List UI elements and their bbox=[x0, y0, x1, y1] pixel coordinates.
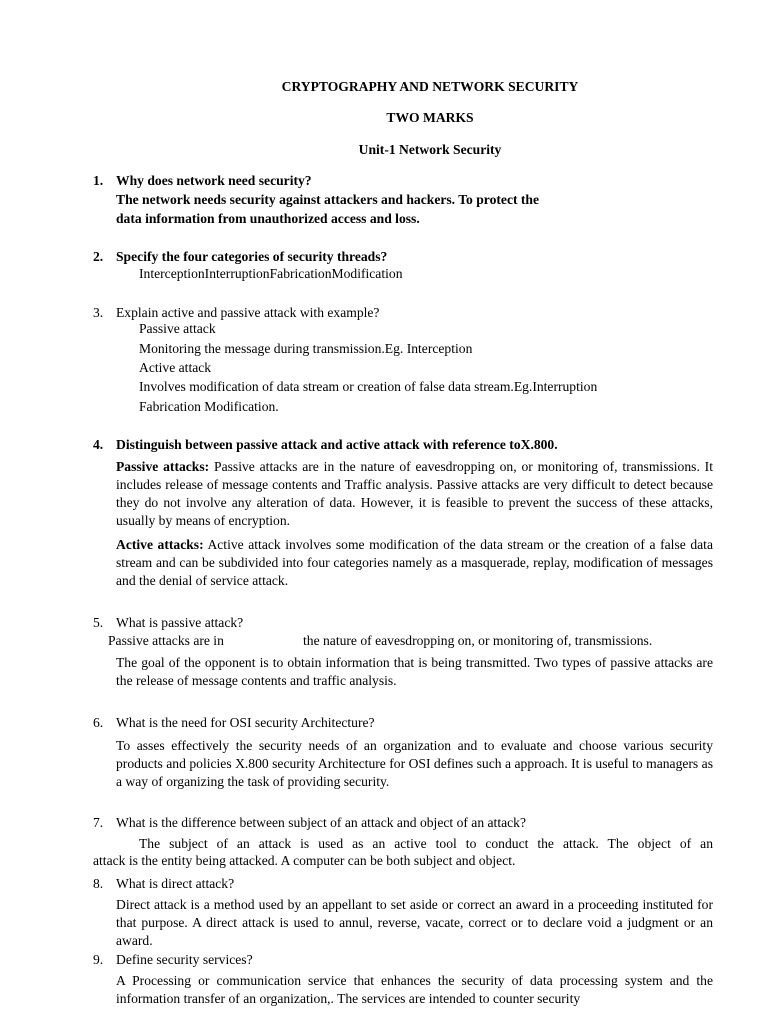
q5-answer-paragraph: The goal of the opponent is to obtain information that is being transmitted. Two types of passive attacks are the release of message contents and traffic analysis. bbox=[116, 655, 713, 688]
q1-answer-line2: data information from unauthorized access and loss. bbox=[116, 211, 420, 226]
q7-number: 7. bbox=[93, 815, 104, 830]
document-title: CRYPTOGRAPHY AND NETWORK SECURITY bbox=[281, 79, 579, 94]
q3-line: Involves modification of data stream or creation of false data stream.Eg.Interruption bbox=[139, 379, 598, 394]
q2-answer: InterceptionInterruptionFabricationModification bbox=[139, 266, 403, 281]
q3-question: Explain active and passive attack with example? bbox=[116, 305, 380, 320]
q4-active-label: Active attacks: bbox=[116, 537, 204, 552]
q7-question: What is the difference between subject of an attack and object of an attack? bbox=[116, 815, 527, 830]
q3-number: 3. bbox=[93, 305, 104, 320]
q4-question: Distinguish between passive attack and active attack with reference toX.800. bbox=[116, 437, 558, 452]
q5-answer-part2: the nature of eavesdropping on, or monitoring of, transmissions. bbox=[303, 633, 653, 648]
q8-number: 8. bbox=[93, 876, 104, 891]
q4-active-paragraph bbox=[116, 536, 713, 590]
q7-answer-line1: The subject of an attack is used as an active tool to conduct the attack. The object of an bbox=[139, 836, 713, 851]
q2-number: 2. bbox=[93, 249, 104, 264]
document-subtitle: TWO MARKS bbox=[386, 110, 474, 125]
q8-question: What is direct attack? bbox=[116, 876, 235, 891]
q9-answer: A Processing or communication service that enhances the security of data processing system and the information transfer of an organization,. The services are intended to counter security bbox=[116, 973, 713, 1006]
q5-number: 5. bbox=[93, 615, 104, 630]
q8-answer: Direct attack is a method used by an appellant to set aside or correct an award in a proceeding instituted for that purpose. A direct attack is used to annul, reverse, vacate, correct or to declare void a judgment or an award. bbox=[116, 897, 713, 948]
q4-passive-text: Passive attacks are in the nature of eavesdropping on, or monitoring of, transmissions. It includes release of message contents and Traffic analysis. Passive attacks are very difficult to detect because they do not involve any alteration of data. However, it is feasible to prevent the success of these attacks, usually by means of encryption. bbox=[116, 459, 713, 528]
q1-answer-line1: The network needs security against attackers and hackers. To protect the bbox=[116, 192, 540, 207]
q3-line: Monitoring the message during transmission.Eg. Interception bbox=[139, 341, 473, 356]
q4-passive-paragraph bbox=[116, 458, 713, 530]
q6-number: 6. bbox=[93, 715, 104, 730]
q3-line: Active attack bbox=[139, 360, 212, 375]
unit-heading: Unit-1 Network Security bbox=[358, 142, 502, 157]
q5-answer-part1: Passive attacks are in bbox=[108, 633, 224, 648]
q1-number: 1. bbox=[93, 173, 104, 188]
q6-answer: To asses effectively the security needs of an organization and to evaluate and choose various security products and policies X.800 security Architecture for OSI defines such a approach. It is useful to managers as a way of organizing the task of providing security. bbox=[116, 738, 713, 789]
q1-question: Why does network need security? bbox=[116, 173, 312, 188]
q9-question: Define security services? bbox=[116, 952, 253, 967]
q3-line: Fabrication Modification. bbox=[139, 399, 279, 414]
q9-number: 9. bbox=[93, 952, 104, 967]
q4-passive-label: Passive attacks: bbox=[116, 459, 210, 474]
q2-question: Specify the four categories of security threads? bbox=[116, 249, 388, 264]
q3-line: Passive attack bbox=[139, 321, 216, 336]
q4-active-text: Active attack involves some modification of the data stream or the creation of a false data stream and can be subdivided into four categories namely as a masquerade, replay, modification of messages and the denial of service attack. bbox=[116, 537, 713, 588]
q4-number: 4. bbox=[93, 437, 104, 452]
q6-question: What is the need for OSI security Architecture? bbox=[116, 715, 375, 730]
q7-answer-line2: attack is the entity being attacked. A computer can be both subject and object. bbox=[93, 853, 516, 868]
q5-question: What is passive attack? bbox=[116, 615, 244, 630]
